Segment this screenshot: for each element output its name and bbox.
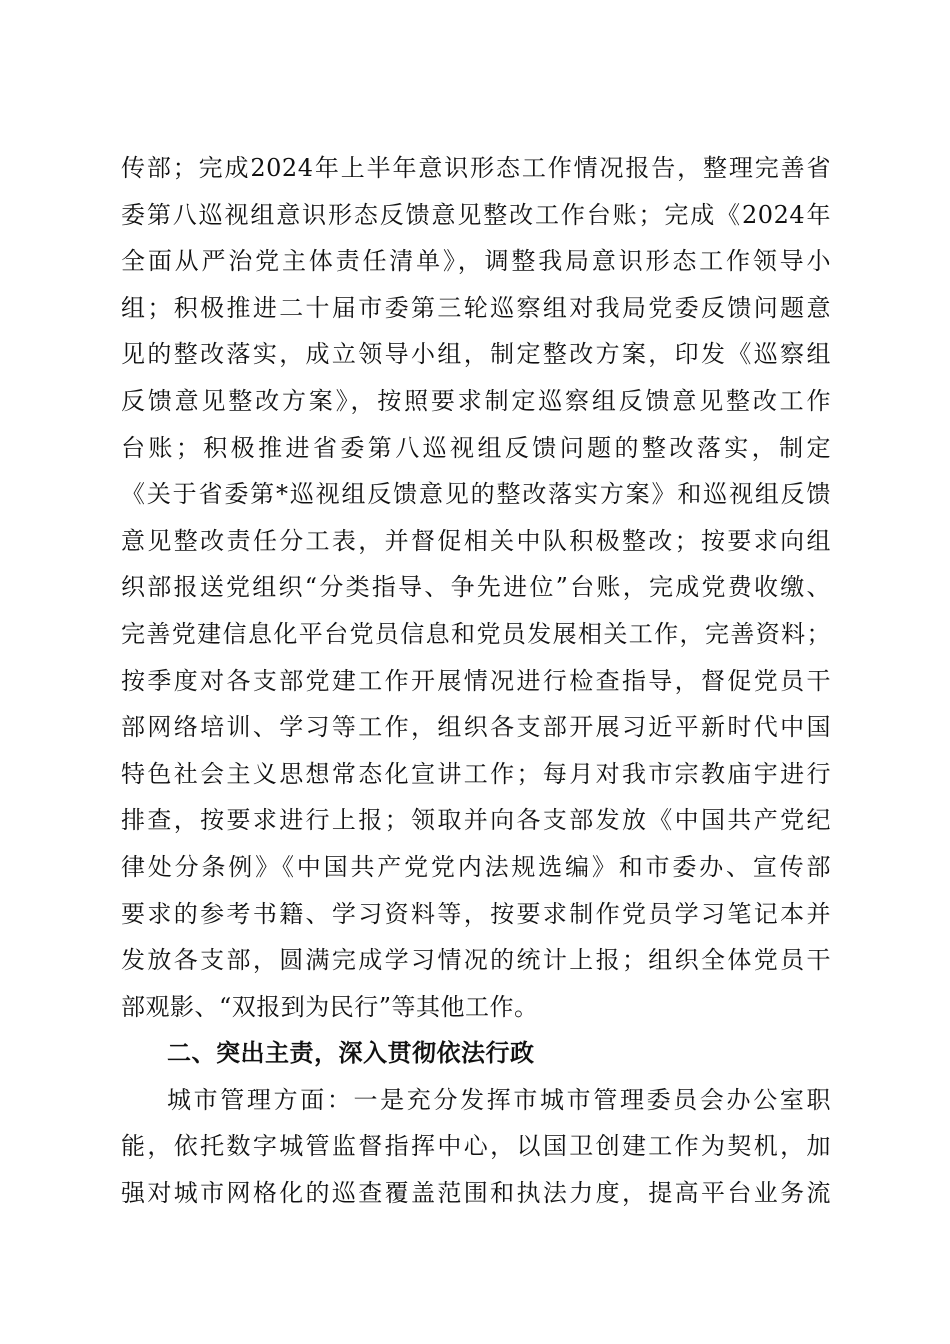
paragraph-line: 按季度对各支部党建工作开展情况进行检查指导，督促党员干 [121,666,831,695]
document-body [121,145,831,1217]
paragraph-line: 完善党建信息化平台党员信息和党员发展相关工作，完善资料； [121,619,831,648]
paragraph-line: 组；积极推进二十届市委第三轮巡察组对我局党委反馈问题意 [121,293,831,322]
paragraph-line: 见的整改落实，成立领导小组，制定整改方案，印发《巡察组 [121,340,831,369]
paragraph-line: 织部报送党组织“分类指导、争先进位”台账，完成党费收缴、 [121,573,831,602]
paragraph-line: 反馈意见整改方案》，按照要求制定巡察组反馈意见整改工作 [121,386,831,415]
paragraph-1 [121,145,831,1030]
paragraph-line: 部观影、“双报到为民行”等其他工作。 [121,992,539,1021]
paragraph-line: 意见整改责任分工表，并督促相关中队积极整改；按要求向组 [121,526,831,555]
paragraph-line: 《关于省委第*巡视组反馈意见的整改落实方案》和巡视组反馈 [121,480,831,509]
section-heading: 二、突出主责，深入贯彻依法行政 [167,1039,535,1068]
paragraph-line: 律处分条例》《中国共产党党内法规选编》和市委办、宣传部 [121,852,831,881]
paragraph-line: 发放各支部，圆满完成学习情况的统计上报；组织全体党员干 [121,946,831,975]
paragraph-2 [121,1077,831,1217]
paragraph-line: 传部；完成2024年上半年意识形态工作情况报告，整理完善省 [121,154,831,182]
paragraph-line: 城市管理方面：一是充分发挥市城市管理委员会办公室职 [167,1085,831,1114]
paragraph-line: 要求的参考书籍、学习资料等，按要求制作党员学习笔记本并 [121,899,831,928]
paragraph-line: 强对城市网格化的巡查覆盖范围和执法力度，提高平台业务流 [121,1179,831,1208]
paragraph-line: 能，依托数字城管监督指挥中心，以国卫创建工作为契机，加 [121,1132,831,1161]
paragraph-line: 全面从严治党主体责任清单》，调整我局意识形态工作领导小 [121,247,831,276]
paragraph-line: 委第八巡视组意识形态反馈意见整改工作台账；完成《2024年 [121,200,831,229]
paragraph-line: 部网络培训、学习等工作，组织各支部开展习近平新时代中国 [121,713,831,742]
paragraph-line: 台账；积极推进省委第八巡视组反馈问题的整改落实，制定 [121,433,831,462]
paragraph-line: 排查，按要求进行上报；领取并向各支部发放《中国共产党纪 [121,806,831,835]
paragraph-line: 特色社会主义思想常态化宣讲工作；每月对我市宗教庙宇进行 [121,759,831,788]
